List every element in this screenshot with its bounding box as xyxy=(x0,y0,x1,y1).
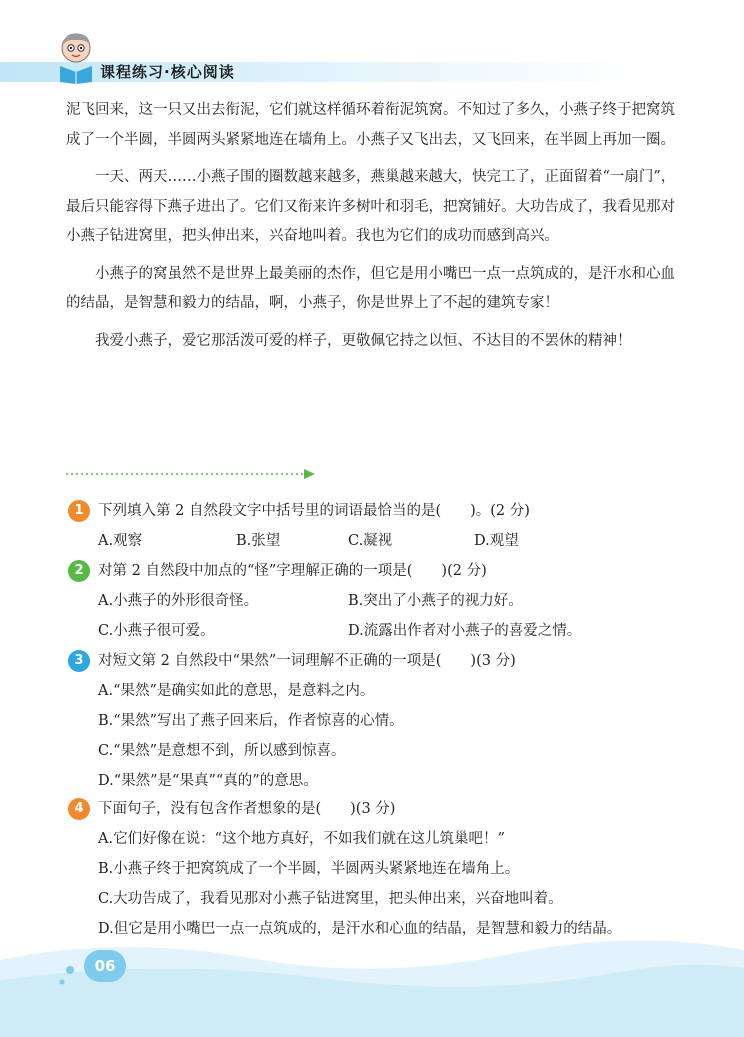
option-b[interactable]: B.小燕子终于把窝筑成了一个半圆，半圆两头紧紧地连在墙角上。 xyxy=(98,861,520,877)
question-number-badge: 3 xyxy=(68,650,90,672)
question-1 xyxy=(68,496,688,556)
page-number: 06 xyxy=(84,950,126,982)
option-b[interactable]: B.突出了小燕子的视力好。 xyxy=(348,593,523,609)
question-4 xyxy=(68,794,688,944)
option-a[interactable]: A.小燕子的外形很奇怪。 xyxy=(98,593,259,609)
option-c[interactable]: C.凝视 xyxy=(348,533,393,549)
dotted-arrow-divider xyxy=(66,468,316,480)
passage-paragraph: 一天、两天……小燕子围的圈数越来越多，燕巢越来越大，快完工了，正面留着“一扇门”，最后只能容得下燕子进出了。它们又衔来许多树叶和羽毛，把窝铺好。大功告成了，我看见那对小燕子钻进窝里，把头伸出来，兴奋地叫着。我也为它们的成功而感到高兴。 xyxy=(66,169,676,244)
option-d[interactable]: D.但它是用小嘴巴一点一点筑成的，是汗水和心血的结晶，是智慧和毅力的结晶。 xyxy=(98,921,622,937)
reading-child-icon xyxy=(54,30,98,84)
footer-wave-decoration xyxy=(0,930,744,1037)
question-3 xyxy=(68,646,688,796)
passage-paragraph: 泥飞回来，这一只又出去衔泥，它们就这样循环着衔泥筑窝。不知过了多久，小燕子终于把窝筑成了一个半圆，半圆两头紧紧地连在墙角上。小燕子又飞出去，又飞回来，在半圆上再加一圈。 xyxy=(66,102,675,148)
option-b[interactable]: B.“果然”写出了燕子回来后，作者惊喜的心情。 xyxy=(98,713,404,729)
option-c[interactable]: C.“果然”是意想不到，所以感到惊喜。 xyxy=(98,743,346,759)
question-text: 下列填入第 2 自然段文字中括号里的词语最恰当的是( )。(2 分) xyxy=(98,503,530,519)
header-title: 课程练习·核心阅读 xyxy=(100,63,235,81)
question-number-badge: 4 xyxy=(68,798,90,820)
option-a[interactable]: A.观察 xyxy=(98,533,143,549)
option-c[interactable]: C.小燕子很可爱。 xyxy=(98,623,215,639)
option-d[interactable]: D.“果然”是“果真”“真的”的意思。 xyxy=(98,773,318,789)
question-2 xyxy=(68,556,688,646)
question-text: 对第 2 自然段中加点的“怪”字理解正确的一项是( )(2 分) xyxy=(98,563,487,579)
question-text: 下面句子，没有包含作者想象的是( )(3 分) xyxy=(98,801,396,817)
question-number-badge: 2 xyxy=(68,560,90,582)
passage-paragraph: 我爱小燕子，爱它那活泼可爱的样子，更敬佩它持之以恒、不达目的不罢休的精神！ xyxy=(95,332,632,349)
question-number-badge: 1 xyxy=(68,500,90,522)
option-c[interactable]: C.大功告成了，我看见那对小燕子钻进窝里，把头伸出来，兴奋地叫着。 xyxy=(98,891,563,907)
reading-passage xyxy=(66,96,684,356)
option-d[interactable]: D.观望 xyxy=(474,533,519,549)
option-a[interactable]: A.它们好像在说：“这个地方真好，不如我们就在这儿筑巢吧！” xyxy=(98,831,505,847)
option-b[interactable]: B.张望 xyxy=(236,533,281,549)
option-d[interactable]: D.流露出作者对小燕子的喜爱之情。 xyxy=(348,623,582,639)
question-text: 对短文第 2 自然段中“果然”一词理解不正确的一项是( )(3 分) xyxy=(98,653,516,669)
passage-paragraph: 小燕子的窝虽然不是世界上最美丽的杰作，但它是用小嘴巴一点一点筑成的，是汗水和心血的结晶，是智慧和毅力的结晶，啊，小燕子，你是世界上了不起的建筑专家！ xyxy=(66,265,675,311)
option-a[interactable]: A.“果然”是确实如此的意思，是意料之内。 xyxy=(98,683,375,699)
